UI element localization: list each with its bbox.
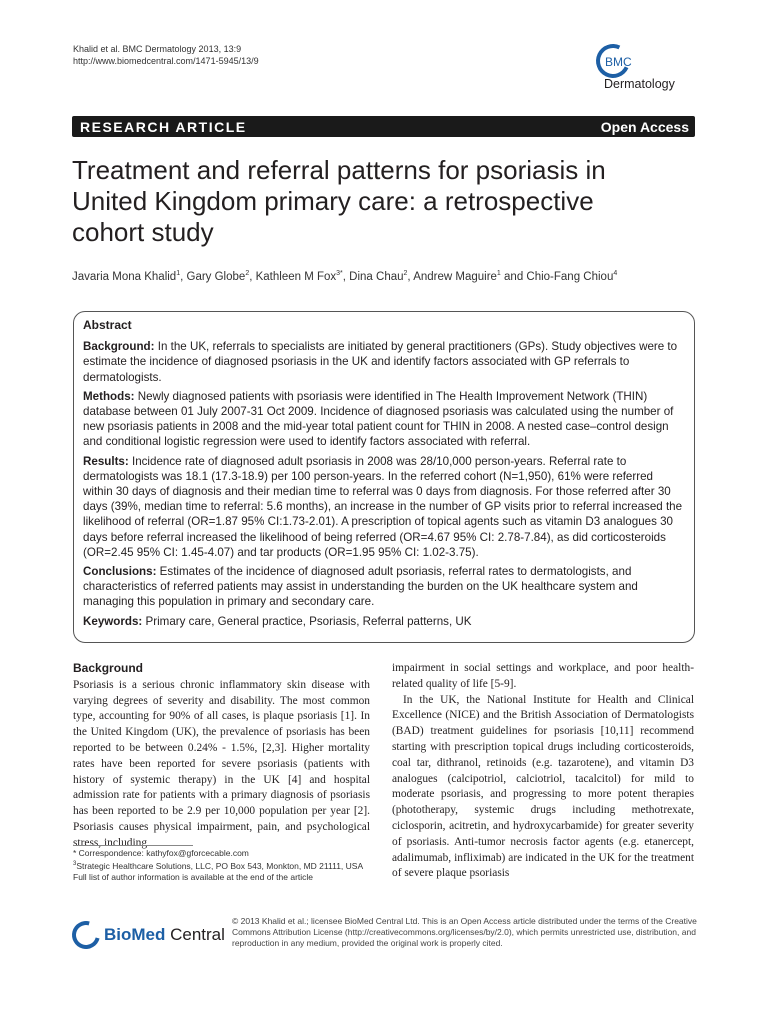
journal-logo[interactable] xyxy=(596,40,706,95)
author-info-note: Full list of author information is available at the end of the article xyxy=(73,871,314,882)
abstract-results xyxy=(83,454,685,560)
abstract-results-label: Results: xyxy=(83,454,129,468)
abstract-methods xyxy=(83,389,685,450)
affiliation-text: Strategic Healthcare Solutions, LLC, PO Box 543, Monkton, MD 21111, USA xyxy=(76,860,364,871)
abstract-conclusions-label: Conclusions: xyxy=(83,565,157,579)
publisher-logo-bold: BioMed xyxy=(104,925,166,944)
abstract-results-text: Incidence rate of diagnosed adult psoriasis in 2008 was 28/10,000 person-years. Referral rate to dermatologists was 18.1 (17.3-18.9) per 100 person-years. In the referred cohort (N=1,950), 61% were referred within 30 days of diagnosis and their median time to referral was 0 days from diagnosis. For those referred after 30 days (39%, median time to referral: 5.6 months), an increase in the number of GP visits prior to referral increased the likelihood of referral (OR=1.87 95% CI:1.73-2.01). A prescription of topical agents such as vitamin D3 analogues 30 days before referral increased the likelihood of being referred (OR=4.67 95% CI: 2.78-7.84), as did corticosteroids (OR=2.45 95% CI: 1.45-4.07) and tar products (OR=1.95 95% CI: 1.02-3.75). xyxy=(83,454,683,559)
author-name: Kathleen M Fox xyxy=(255,270,337,283)
abstract-methods-text: Newly diagnosed patients with psoriasis were identified in The Health Improvement Network (THIN) database between 01 July 2007-31 Oct 2009. Incidence of diagnosed psoriasis was calculated using the number of new psoriasis patients in 2008 and the mid-year total patient count for THIN in 2008. A nested case–control design and conditional logistic regression were used to identify factors associated with referral. xyxy=(83,389,674,449)
article-title: Treatment and referral patterns for psoriasis in United Kingdom primary care: a retrospective cohort study xyxy=(72,155,606,247)
footnote-divider xyxy=(73,845,193,846)
publisher-logo-rest: Central xyxy=(165,925,225,944)
author-affiliation-sup: 2 xyxy=(245,270,250,277)
abstract-box xyxy=(73,311,695,643)
abstract-background-text: In the UK, referrals to specialists are initiated by general practitioners (GPs). Study objectives were to estimate the incidence of diagnosed psoriasis in the UK and identify factors associated with GP referrals to dermatologists. xyxy=(83,340,678,384)
affiliation-note xyxy=(73,859,373,872)
footnotes xyxy=(73,848,373,883)
abstract-methods-label: Methods: xyxy=(83,389,135,403)
body-paragraph: impairment in social settings and workplace, and poor health-related quality of life [5-9]. xyxy=(392,662,694,690)
body-paragraph: In the UK, the National Institute for Health and Clinical Excellence (NICE) and the British Association of Dermatologists (BAD) treatment guidelines for psoriasis [10,11] recommend starting with prescription topical drugs including corticosteroids, coal tar, dithranol, retinoids (e.g. tazarotene), and vitamin D3 analogues (calcipotriol, calciotriol, tacalcitol) for mild to moderate psoriasis, and progressing to more potent therapies (phototherapy, systemic drugs including methotrexate, ciclosporin, acitretin, and hydroxycarbamide) for greater severity of psoriasis. Anti-tumor necrosis factor agents (e.g. etanercept, adalimumab, infliximab) are indicated in the UK for the treatment of severe plaque psoriasis xyxy=(392,693,694,880)
author-name: Javaria Mona Khalid xyxy=(72,270,177,283)
affiliation-sup: 3 xyxy=(73,861,77,867)
author-name: Andrew Maguire xyxy=(413,270,497,283)
abstract-conclusions xyxy=(83,564,685,610)
abstract-keywords-text: Primary care, General practice, Psoriasis, Referral patterns, UK xyxy=(142,614,472,628)
citation-line: Khalid et al. BMC Dermatology 2013, 13:9 xyxy=(73,44,242,54)
abstract-background xyxy=(83,339,685,385)
body-paragraph: Psoriasis is a serious chronic inflammatory skin disease with varying degrees of severity and disability. The most common type, accounting for 90% of all cases, is plaque psoriasis [1]. In the United Kingdom (UK), the prevalence of psoriasis has been reported to be between 0.24% - 1.5%, [2,3]. Higher mortality rates have been reported for severe psoriasis (patients with history of systemic therapy) in the UK [4] and hospital admission rate for patients with a primary diagnosis of psoriasis has been reported to be 2.9 per 10,000 population per year [2]. Psoriasis causes physical impairment, pain, and psychological stress, including xyxy=(73,678,370,849)
abstract-heading: Abstract xyxy=(83,318,132,332)
open-access-label: Open Access xyxy=(600,118,689,135)
author-affiliation-sup: 2 xyxy=(403,270,408,277)
article-type-label: RESEARCH ARTICLE xyxy=(80,118,247,135)
citation-url[interactable]: http://www.biomedcentral.com/1471-5945/13/9 xyxy=(73,56,259,66)
author-name: Gary Globe xyxy=(186,270,246,283)
abstract-background-label: Background: xyxy=(83,340,155,354)
author-affiliation-sup: 4 xyxy=(613,270,618,277)
abstract-keywords-label: Keywords: xyxy=(83,614,143,628)
journal-logo-name: Dermatology xyxy=(604,77,675,91)
author-name: Chio-Fang Chiou xyxy=(526,270,614,283)
author-name: Dina Chau xyxy=(349,270,404,283)
body-column-left xyxy=(73,661,370,852)
article-type-banner xyxy=(72,116,695,137)
correspondence-note: * Correspondence: kathyfox@gforcecable.com xyxy=(73,848,249,858)
publisher-logo-text xyxy=(104,925,225,945)
publisher-logo[interactable] xyxy=(72,920,225,952)
license-text: © 2013 Khalid et al.; licensee BioMed Central Ltd. This is an Open Access article distributed under the terms of the Creative Commons Attribution License (http://creativecommons.org/licenses/by/2.0), which permits unrestricted use, distribution, and reproduction in any medium, provided the original work is properly cited. xyxy=(232,916,697,948)
author-affiliation-sup: 1 xyxy=(176,270,181,277)
section-heading-background: Background xyxy=(73,661,144,675)
body-column-right xyxy=(392,661,694,882)
author-affiliation-sup: 3* xyxy=(336,270,343,277)
abstract-conclusions-text: Estimates of the incidence of diagnosed adult psoriasis, referral rates to dermatologists, and characteristics of referred patients may assist in understanding the burden on the UK healthcare system and managing this population in primary and secondary care. xyxy=(83,565,638,609)
abstract-keywords xyxy=(83,614,685,629)
author-affiliation-sup: 1 xyxy=(496,270,501,277)
author-list: Javaria Mona Khalid$^1$, Gary Globe$^2$, Kathleen M Fox$^{3*}$, Dina Chau$^2$, Andrew Maguire$^1$ and Chio-Fang Chiou$^4$ xyxy=(72,270,618,283)
biomed-ring-icon xyxy=(67,916,105,954)
journal-logo-bmc: BMC xyxy=(605,55,632,69)
citation xyxy=(73,43,259,67)
